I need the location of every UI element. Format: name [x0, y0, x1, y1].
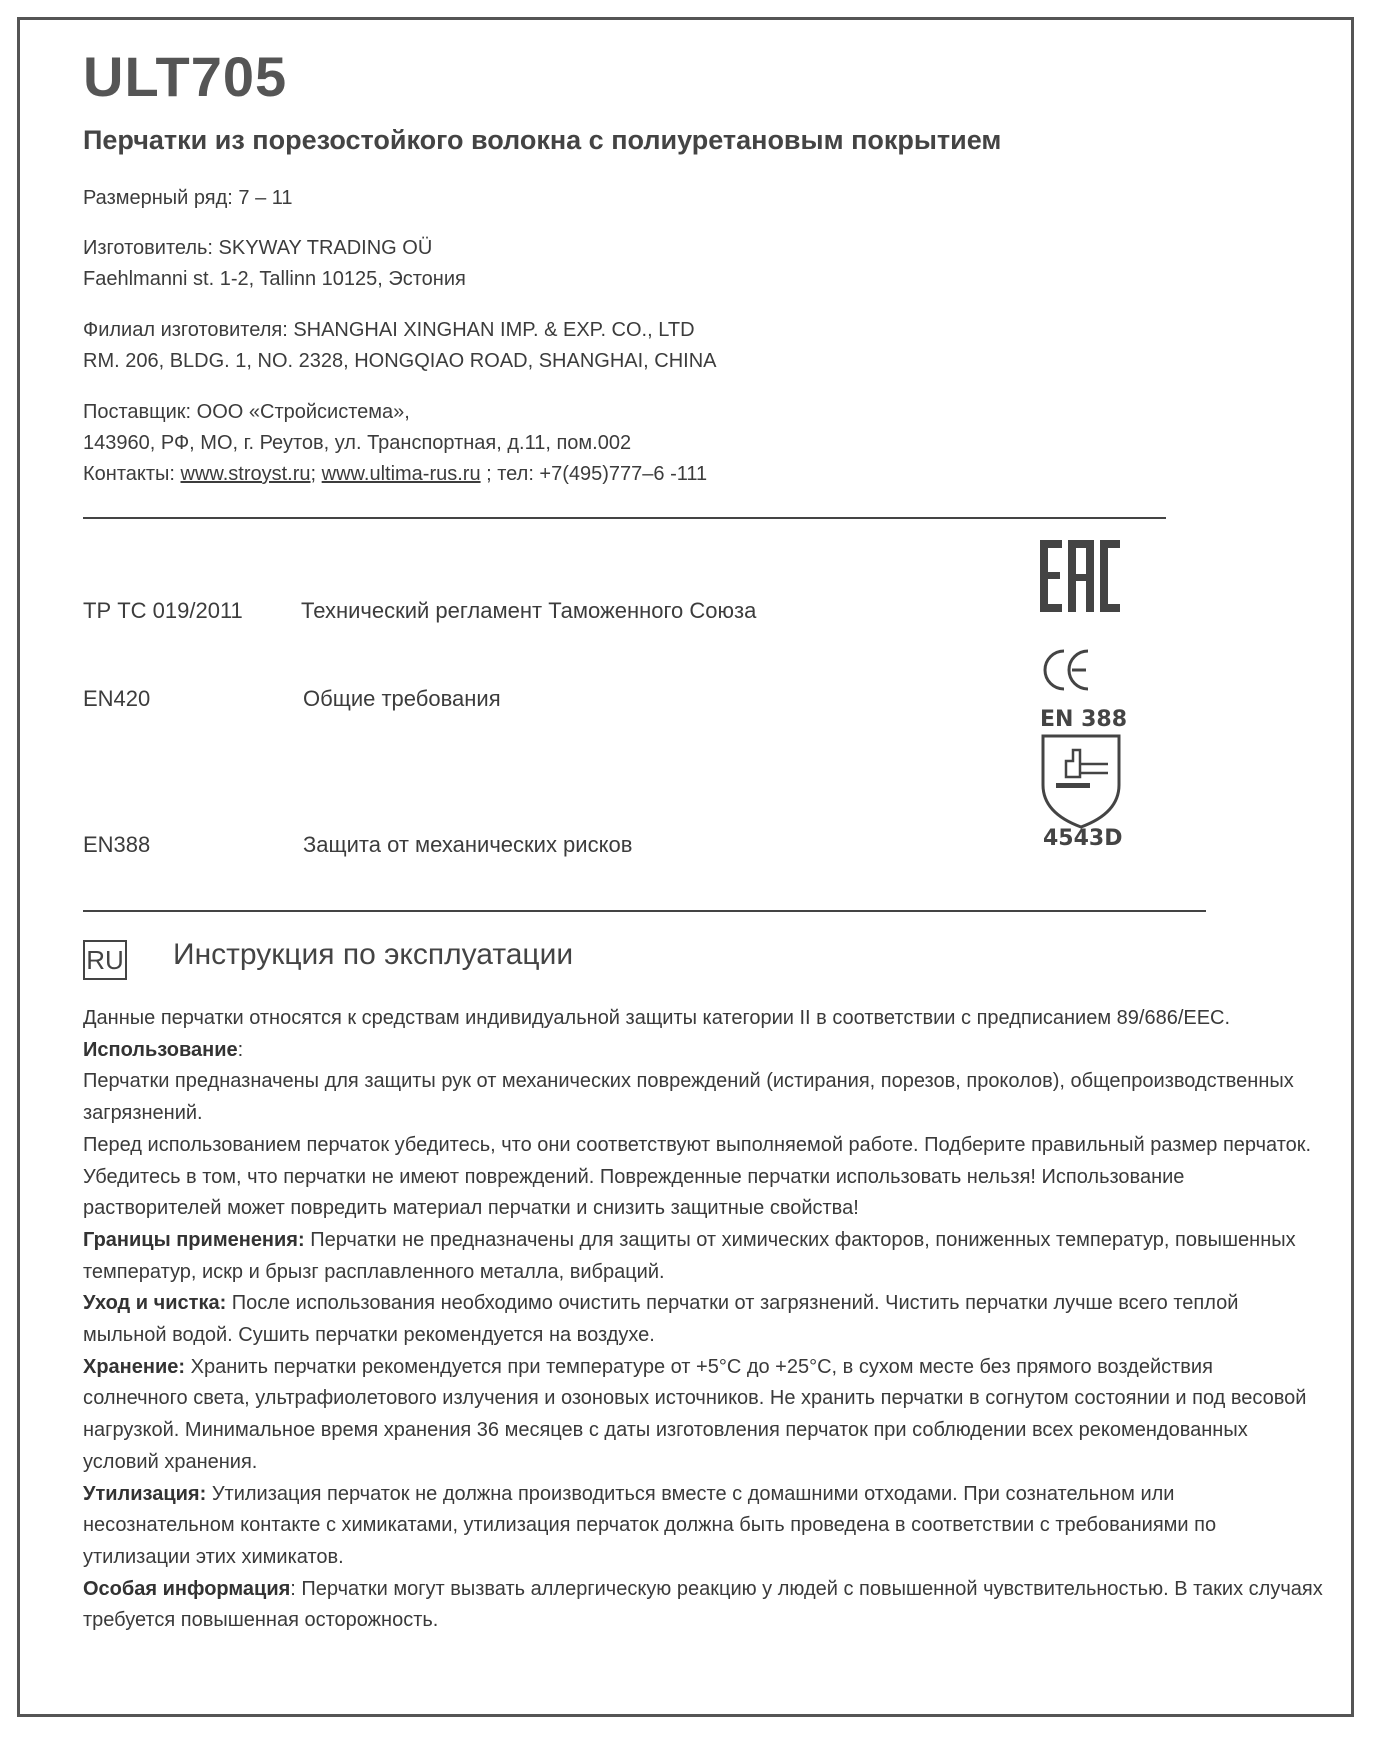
contacts-label: Контакты:	[83, 463, 181, 485]
language-badge: RU	[83, 940, 127, 980]
branch-name: Филиал изготовителя: SHANGHAI XINGHAN IMP. & EXP. CO., LTD	[83, 319, 695, 341]
usage-paragraph-2: Перед использованием перчаток убедитесь, что они соответствуют выполняемой работе. Подберите правильный размер перчаток. Убедитесь в том, что перчатки не имеют повреждений. Поврежденные перчатки использовать нельзя! Использование растворителей может повредить материал перчатки и снизить защитные свойства!	[83, 1133, 1312, 1220]
disposal-text: Утилизация перчаток не должна производиться вместе с домашними отходами. При сознательном или несознательном контакте с химикатами, утилизация перчаток должна быть проведена в соответствии с требованиями по утилизации этих химикатов.	[83, 1482, 1217, 1568]
contacts-phone: ; тел: +7(495)777–6 -111	[480, 463, 708, 485]
disposal-label: Утилизация:	[83, 1482, 207, 1505]
storage-text: Хранить перчатки рекомендуется при температуре от +5°С до +25°С, в сухом месте без прямого воздействия солнечного света, ультрафиолетового излучения и озоновых источников. Не хранить перчатки в согнутом состоянии и под весовой нагрузкой. Минимальное время хранения 36 месяцев с даты изготовления перчаток при соблюдении всех рекомендованных условий хранения.	[83, 1355, 1307, 1473]
en388-label: EN 388	[1040, 707, 1128, 732]
ce-mark-icon	[1042, 648, 1092, 692]
standard-code: EN388	[83, 832, 151, 857]
care-paragraph	[83, 1288, 1323, 1351]
divider-top	[83, 517, 1166, 519]
special-text: Перчатки могут вызвать аллергическую реакцию у людей с повышенной чувствительностью. В таких случаях требуется повышенная осторожность.	[83, 1577, 1323, 1632]
special-paragraph	[83, 1574, 1323, 1637]
special-colon: :	[290, 1577, 296, 1600]
standard-description: Общие требования	[303, 686, 501, 711]
link-stroyst[interactable]: www.stroyst.ru	[180, 463, 311, 485]
instructions-body	[83, 1003, 1323, 1637]
divider-bottom	[83, 910, 1206, 912]
usage-colon: :	[237, 1038, 244, 1061]
product-title: Перчатки из порезостойкого волокна с полиуретановым покрытием	[83, 125, 1002, 155]
standard-code: EN420	[83, 686, 151, 711]
intro-paragraph: Данные перчатки относятся к средствам индивидуальной защиты категории II в соответствии с предписанием 89/686/EEC.	[83, 1007, 1231, 1029]
standard-code: ТР ТС 019/2011	[83, 598, 243, 623]
supplier-address: 143960, РФ, МО, г. Реутов, ул. Транспортная, д.11, пом.002	[83, 432, 632, 454]
care-text: После использования необходимо очистить перчатки от загрязнений. Чистить перчатки лучше всего теплой мыльной водой. Сушить перчатки рекомендуется на воздухе.	[83, 1292, 1239, 1347]
standard-description: Технический регламент Таможенного Союза	[301, 598, 757, 623]
manufacturer-name: Изготовитель: SKYWAY TRADING OÜ	[83, 237, 433, 259]
storage-paragraph	[83, 1352, 1323, 1479]
limits-paragraph	[83, 1225, 1323, 1288]
manufacturer-address: Faehlmanni st. 1-2, Tallinn 10125, Эстония	[83, 268, 466, 290]
en388-performance-code: 4543D	[1043, 826, 1123, 851]
usage-label: Использование	[83, 1038, 238, 1061]
instructions-title: Инструкция по эксплуатации	[173, 938, 574, 971]
special-label: Особая информация	[83, 1577, 291, 1600]
link-ultima-rus[interactable]: www.ultima-rus.ru	[321, 463, 481, 485]
storage-label: Хранение:	[83, 1355, 186, 1378]
eac-mark-icon	[1040, 540, 1120, 612]
disposal-paragraph	[83, 1479, 1323, 1574]
limits-text: Перчатки не предназначены для защиты от химических факторов, пониженных температур, повышенных температур, искр и брызг расплавленного металла, вибраций.	[83, 1228, 1296, 1283]
contacts-separator: ;	[310, 463, 322, 485]
standard-description: Защита от механических рисков	[303, 832, 633, 857]
product-code: ULT705	[83, 45, 288, 108]
size-range: Размерный ряд: 7 – 11	[83, 187, 293, 209]
branch-address: RM. 206, BLDG. 1, NO. 2328, HONGQIAO ROAD, SHANGHAI, CHINA	[83, 350, 717, 372]
en388-shield-icon	[1040, 733, 1122, 829]
supplier-contacts	[83, 463, 707, 486]
limits-label: Границы применения:	[83, 1228, 305, 1251]
usage-heading	[83, 1035, 1323, 1067]
supplier-name: Поставщик: ООО «Стройсистема»,	[83, 401, 410, 423]
care-label: Уход и чистка:	[83, 1292, 227, 1315]
usage-paragraph-1: Перчатки предназначены для защиты рук от механических повреждений (истирания, порезов, проколов), общепроизводственных загрязнений.	[83, 1070, 1294, 1125]
